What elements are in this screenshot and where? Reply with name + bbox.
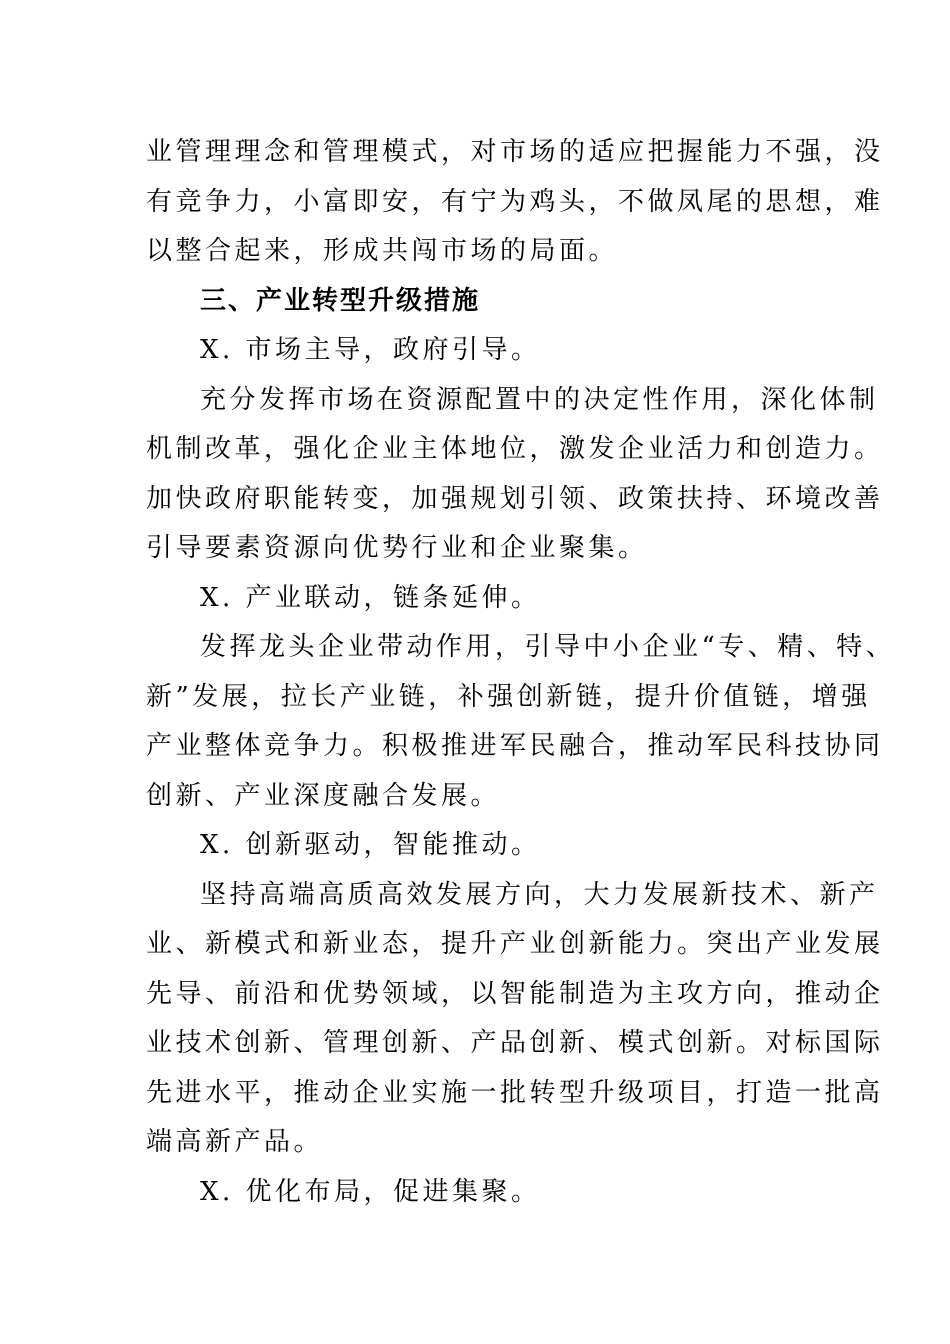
subsection-title: X. 创新驱动，智能推动。 xyxy=(200,830,541,860)
paragraph-line: 创新、产业深度融合发展。 xyxy=(146,780,501,811)
paragraph-line: 机制改革，强化企业主体地位，激发企业活力和创造力。 xyxy=(146,434,884,464)
paragraph-line: 充分发挥市场在资源配置中的决定性作用，深化体制 xyxy=(200,384,879,415)
paragraph-line: 有竞争力，小富即安，有宁为鸡头，不做凤尾的思想，难 xyxy=(146,186,884,217)
subsection-title: X. 产业联动，链条延伸。 xyxy=(200,582,541,613)
paragraph-line: 先导、前沿和优势领域，以智能制造为主攻方向，推动企 xyxy=(146,978,884,1009)
paragraph-line: 引导要素资源向优势行业和企业聚集。 xyxy=(146,533,648,563)
subsection-title: X. 优化布局，促进集聚。 xyxy=(200,1176,541,1207)
paragraph-line: 产业整体竞争力。积极推进军民融合，推动军民科技协同 xyxy=(146,731,884,761)
section-heading: 三、产业转型升级措施 xyxy=(200,285,481,316)
paragraph-line: 发挥龙头企业带动作用，引导中小企业“专、精、特、 xyxy=(200,632,896,662)
paragraph-line: 端高新产品。 xyxy=(146,1127,324,1157)
paragraph-line: 业技术创新、管理创新、产品创新、模式创新。对标国际 xyxy=(146,1028,884,1058)
paragraph-line: 新”发展，拉长产业链，补强创新链，提升价值链，增强 xyxy=(146,681,871,712)
paragraph-line: 以整合起来，形成共闯市场的局面。 xyxy=(146,236,619,266)
document-body xyxy=(146,128,896,1217)
paragraph-line: 加快政府职能转变，加强规划引领、政策扶持、环境改善 xyxy=(146,483,884,514)
paragraph-line: 业管理理念和管理模式，对市场的适应把握能力不强，没 xyxy=(146,137,884,167)
subsection-title: X. 市场主导，政府引导。 xyxy=(200,335,541,365)
paragraph-line: 先进水平，推动企业实施一批转型升级项目，打造一批高 xyxy=(146,1077,884,1108)
paragraph-line: 业、新模式和新业态，提升产业创新能力。突出产业发展 xyxy=(146,929,884,959)
paragraph-line: 坚持高端高质高效发展方向，大力发展新技术、新产 xyxy=(200,879,879,910)
